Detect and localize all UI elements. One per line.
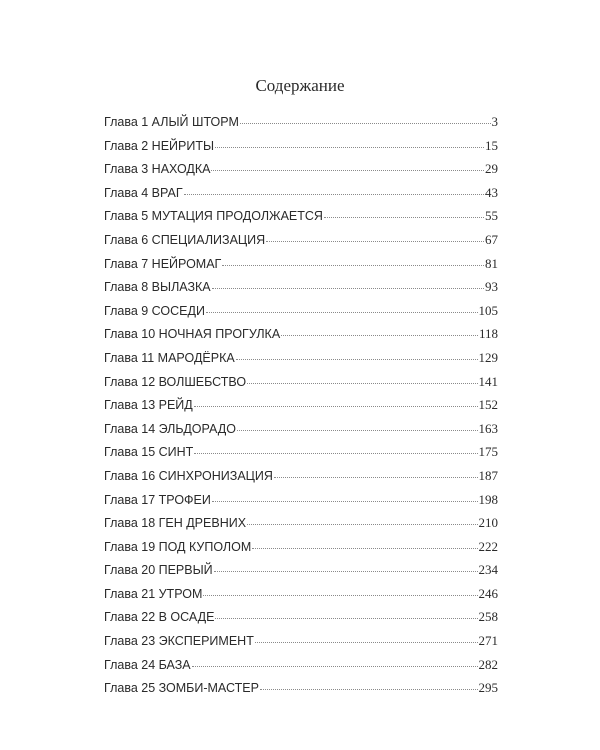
toc-entry <box>104 161 498 185</box>
toc-entry-page-number: 152 <box>478 397 498 413</box>
toc-entry <box>104 539 498 563</box>
toc-entry-title: Глава 24 БАЗА <box>104 657 191 672</box>
toc-entry <box>104 492 498 516</box>
toc-entry-page-number: 105 <box>478 302 498 318</box>
dot-leader <box>203 595 477 596</box>
toc-entry <box>104 138 498 162</box>
dot-leader <box>240 123 491 124</box>
dot-leader <box>266 241 484 242</box>
dot-leader <box>260 689 478 690</box>
toc-entry-title: Глава 19 ПОД КУПОЛОМ <box>104 539 252 554</box>
toc-entry-title: Глава 13 РЕЙД <box>104 398 193 413</box>
toc-entry <box>104 680 498 704</box>
page-title: Содержание <box>255 76 345 95</box>
toc-entry <box>104 421 498 445</box>
toc-entry-page-number: 222 <box>478 538 498 554</box>
dot-leader <box>212 501 478 502</box>
toc-entry-title: Глава 6 СПЕЦИАЛИЗАЦИЯ <box>104 232 266 247</box>
dot-leader <box>192 666 478 667</box>
toc-entry-title: Глава 9 СОСЕДИ <box>104 303 205 318</box>
toc-entry-page-number: 271 <box>478 633 498 649</box>
toc-entry-page-number: 93 <box>485 279 498 295</box>
toc-entry-title: Глава 8 ВЫЛАЗКА <box>104 280 211 295</box>
toc-entry-title: Глава 14 ЭЛЬДОРАДО <box>104 421 236 436</box>
toc-entry <box>104 374 498 398</box>
toc-entry-page-number: 234 <box>478 562 498 578</box>
toc-entry <box>104 515 498 539</box>
dot-leader <box>274 477 478 478</box>
toc-entry-title: Глава 20 ПЕРВЫЙ <box>104 563 213 578</box>
dot-leader <box>194 406 478 407</box>
toc-entry <box>104 586 498 610</box>
toc-entry-title: Глава 17 ТРОФЕИ <box>104 492 211 507</box>
dot-leader <box>214 571 478 572</box>
toc-entry-title: Глава 25 ЗОМБИ-МАСТЕР <box>104 681 259 696</box>
toc-entry-title: Глава 16 СИНХРОНИЗАЦИЯ <box>104 468 273 483</box>
dot-leader <box>324 217 484 218</box>
toc-entry-title: Глава 7 НЕЙРОМАГ <box>104 256 222 271</box>
dot-leader <box>212 288 484 289</box>
toc-entry <box>104 256 498 280</box>
dot-leader <box>222 265 484 266</box>
toc-entry-title: Глава 4 ВРАГ <box>104 185 183 200</box>
toc-entry <box>104 468 498 492</box>
toc-entry-page-number: 198 <box>478 491 498 507</box>
toc-entry <box>104 657 498 681</box>
toc-entry-page-number: 175 <box>478 444 498 460</box>
toc-entry-page-number: 141 <box>478 373 498 389</box>
toc-entry-page-number: 43 <box>485 184 498 200</box>
dot-leader <box>215 618 477 619</box>
dot-leader <box>184 194 484 195</box>
dot-leader <box>252 548 477 549</box>
toc-entry-title: Глава 23 ЭКСПЕРИМЕНТ <box>104 634 254 649</box>
toc-entry-page-number: 67 <box>485 231 498 247</box>
dot-leader <box>247 524 477 525</box>
toc-entry <box>104 185 498 209</box>
toc-entry-page-number: 29 <box>485 161 498 177</box>
toc-entry-page-number: 3 <box>491 114 498 129</box>
toc-entry-page-number: 129 <box>478 349 498 365</box>
toc-entry <box>104 562 498 586</box>
toc-entry-title: Глава 5 МУТАЦИЯ ПРОДОЛЖАЕТСЯ <box>104 209 323 224</box>
toc-entry <box>104 397 498 421</box>
toc-entry <box>104 114 498 138</box>
toc-entry-title: Глава 22 В ОСАДЕ <box>104 610 215 625</box>
toc-entry-page-number: 258 <box>478 609 498 625</box>
toc-entry <box>104 279 498 303</box>
dot-leader <box>194 453 477 454</box>
toc-entry-page-number: 163 <box>478 420 498 436</box>
toc-entry-title: Глава 1 АЛЫЙ ШТОРМ <box>104 115 239 129</box>
toc-entry-page-number: 246 <box>478 585 498 601</box>
toc-entry <box>104 232 498 256</box>
toc-entry <box>104 208 498 232</box>
toc-entry-page-number: 118 <box>478 326 498 342</box>
dot-leader <box>281 335 478 336</box>
dot-leader <box>211 170 484 171</box>
toc-entry <box>104 303 498 327</box>
toc-entry <box>104 350 498 374</box>
toc-entry-page-number: 282 <box>478 656 498 672</box>
toc-entry-title: Глава 10 НОЧНАЯ ПРОГУЛКА <box>104 327 281 342</box>
toc-entry-page-number: 15 <box>485 137 498 153</box>
toc-entry-page-number: 187 <box>478 467 498 483</box>
toc-entry-title: Глава 11 МАРОДЁРКА <box>104 350 235 365</box>
dot-leader <box>237 430 478 431</box>
dot-leader <box>247 383 477 384</box>
table-of-contents <box>104 114 498 704</box>
toc-entry <box>104 444 498 468</box>
toc-entry-page-number: 295 <box>478 680 498 696</box>
toc-entry <box>104 609 498 633</box>
toc-entry-page-number: 81 <box>485 255 498 271</box>
toc-entry-page-number: 210 <box>478 515 498 531</box>
toc-entry-title: Глава 18 ГЕН ДРЕВНИХ <box>104 516 247 531</box>
toc-entry-title: Глава 21 УТРОМ <box>104 586 203 601</box>
toc-entry-title: Глава 3 НАХОДКА <box>104 162 211 177</box>
toc-entry-title: Глава 15 СИНТ <box>104 445 194 460</box>
dot-leader <box>215 147 484 148</box>
toc-entry-page-number: 55 <box>485 208 498 224</box>
toc-entry <box>104 326 498 350</box>
dot-leader <box>206 312 478 313</box>
toc-entry-title: Глава 12 ВОЛШЕБСТВО <box>104 374 247 389</box>
dot-leader <box>236 359 478 360</box>
toc-entry <box>104 633 498 657</box>
dot-leader <box>255 642 478 643</box>
toc-entry-title: Глава 2 НЕЙРИТЫ <box>104 138 215 153</box>
